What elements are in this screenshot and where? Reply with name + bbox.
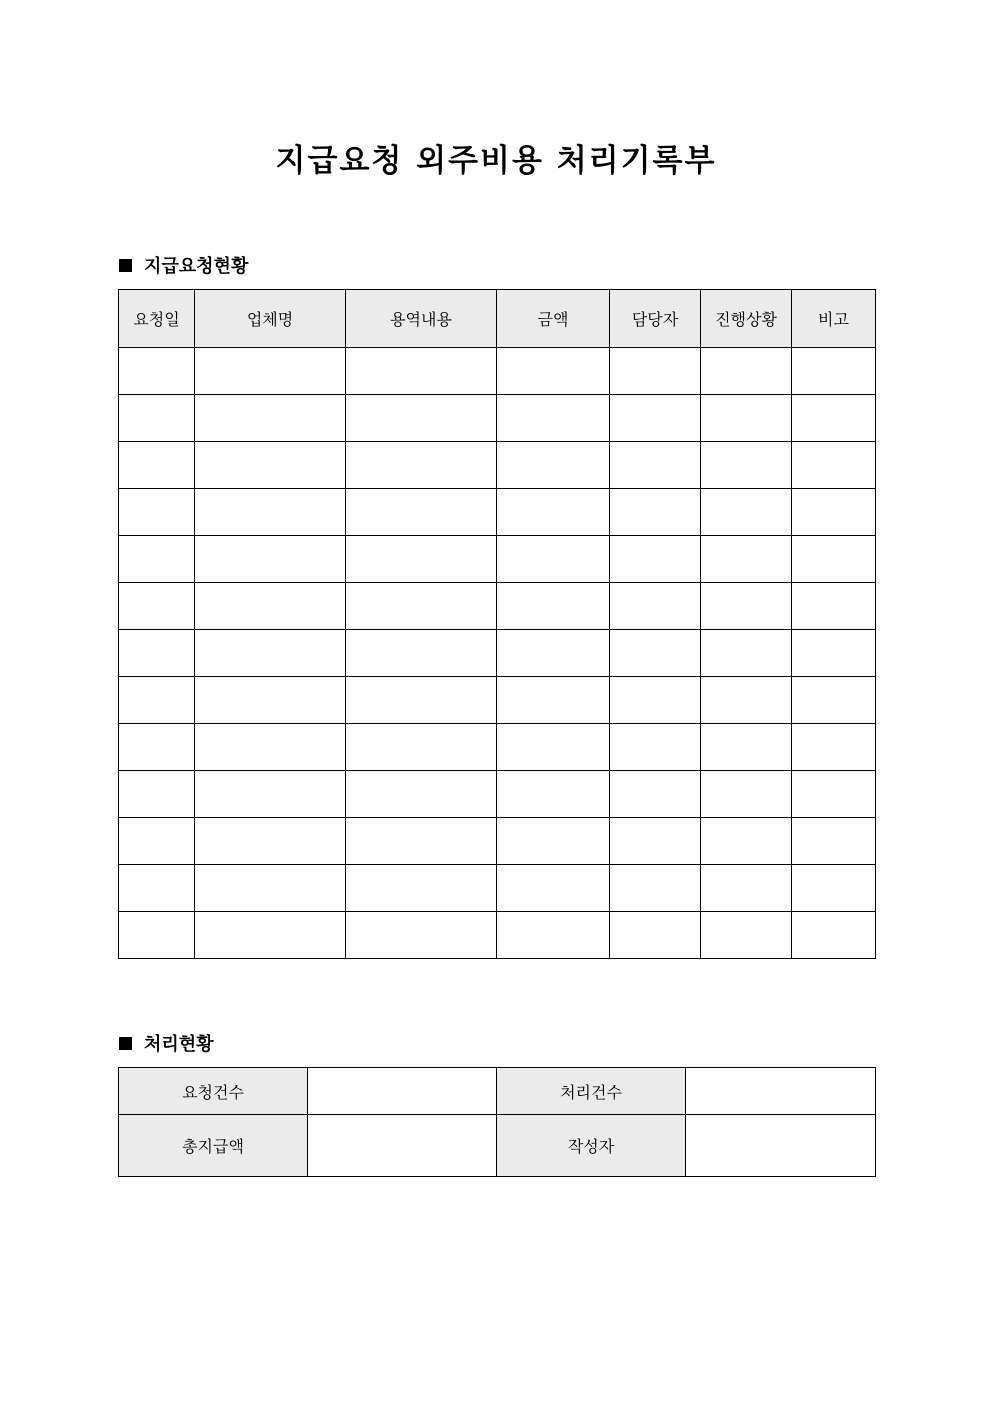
progress-status-cell[interactable] xyxy=(701,818,792,865)
progress-status-cell[interactable] xyxy=(701,583,792,630)
amount-cell[interactable] xyxy=(497,771,610,818)
request-date-cell[interactable] xyxy=(119,865,195,912)
request-date-cell[interactable] xyxy=(119,536,195,583)
progress-status-cell[interactable] xyxy=(701,348,792,395)
request-table-body xyxy=(119,348,876,959)
author-label: 작성자 xyxy=(497,1115,686,1177)
table-row xyxy=(119,912,876,959)
request-date-cell[interactable] xyxy=(119,818,195,865)
service-description-cell[interactable] xyxy=(346,583,497,630)
vendor-name-cell[interactable] xyxy=(195,630,346,677)
total-amount-value[interactable] xyxy=(308,1115,497,1177)
column-header-amount: 금액 xyxy=(497,290,610,348)
remarks-cell[interactable] xyxy=(792,536,876,583)
progress-status-cell[interactable] xyxy=(701,536,792,583)
amount-cell[interactable] xyxy=(497,536,610,583)
service-description-cell[interactable] xyxy=(346,818,497,865)
remarks-cell[interactable] xyxy=(792,818,876,865)
request-date-cell[interactable] xyxy=(119,442,195,489)
progress-status-cell[interactable] xyxy=(701,489,792,536)
vendor-name-cell[interactable] xyxy=(195,442,346,489)
remarks-cell[interactable] xyxy=(792,348,876,395)
person-in-charge-cell[interactable] xyxy=(610,395,701,442)
progress-status-cell[interactable] xyxy=(701,442,792,489)
service-description-cell[interactable] xyxy=(346,630,497,677)
person-in-charge-cell[interactable] xyxy=(610,865,701,912)
remarks-cell[interactable] xyxy=(792,442,876,489)
summary-row xyxy=(119,1115,876,1177)
request-date-cell[interactable] xyxy=(119,348,195,395)
table-header-row xyxy=(119,290,876,348)
amount-cell[interactable] xyxy=(497,630,610,677)
table-row xyxy=(119,771,876,818)
processed-count-value[interactable] xyxy=(686,1068,876,1115)
service-description-cell[interactable] xyxy=(346,348,497,395)
service-description-cell[interactable] xyxy=(346,865,497,912)
table-row xyxy=(119,583,876,630)
amount-cell[interactable] xyxy=(497,489,610,536)
processed-count-label: 처리건수 xyxy=(497,1068,686,1115)
processing-summary-table xyxy=(118,1067,876,1177)
request-date-cell[interactable] xyxy=(119,724,195,771)
amount-cell[interactable] xyxy=(497,583,610,630)
column-header-progress-status: 진행상황 xyxy=(701,290,792,348)
remarks-cell[interactable] xyxy=(792,912,876,959)
person-in-charge-cell[interactable] xyxy=(610,818,701,865)
request-count-label: 요청건수 xyxy=(119,1068,308,1115)
request-status-table xyxy=(118,289,876,959)
amount-cell[interactable] xyxy=(497,912,610,959)
amount-cell[interactable] xyxy=(497,818,610,865)
progress-status-cell[interactable] xyxy=(701,630,792,677)
person-in-charge-cell[interactable] xyxy=(610,348,701,395)
vendor-name-cell[interactable] xyxy=(195,348,346,395)
person-in-charge-cell[interactable] xyxy=(610,489,701,536)
section-heading-label: 처리현황 xyxy=(144,1034,214,1055)
service-description-cell[interactable] xyxy=(346,395,497,442)
column-header-remarks: 비고 xyxy=(792,290,876,348)
progress-status-cell[interactable] xyxy=(701,395,792,442)
vendor-name-cell[interactable] xyxy=(195,583,346,630)
table-row xyxy=(119,348,876,395)
section-heading-request-status xyxy=(119,252,248,278)
person-in-charge-cell[interactable] xyxy=(610,724,701,771)
request-date-cell[interactable] xyxy=(119,912,195,959)
amount-cell[interactable] xyxy=(497,348,610,395)
vendor-name-cell[interactable] xyxy=(195,818,346,865)
column-header-vendor-name: 업체명 xyxy=(195,290,346,348)
column-header-person-in-charge: 담당자 xyxy=(610,290,701,348)
progress-status-cell[interactable] xyxy=(701,771,792,818)
person-in-charge-cell[interactable] xyxy=(610,677,701,724)
service-description-cell[interactable] xyxy=(346,724,497,771)
total-amount-label: 총지급액 xyxy=(119,1115,308,1177)
page-title: 지급요청 외주비용 처리기록부 xyxy=(275,143,717,179)
service-description-cell[interactable] xyxy=(346,912,497,959)
request-count-value[interactable] xyxy=(308,1068,497,1115)
table-row xyxy=(119,489,876,536)
amount-cell[interactable] xyxy=(497,724,610,771)
person-in-charge-cell[interactable] xyxy=(610,583,701,630)
remarks-cell[interactable] xyxy=(792,677,876,724)
section-heading-processing-status xyxy=(119,1030,214,1056)
vendor-name-cell[interactable] xyxy=(195,912,346,959)
request-date-cell[interactable] xyxy=(119,583,195,630)
service-description-cell[interactable] xyxy=(346,489,497,536)
progress-status-cell[interactable] xyxy=(701,865,792,912)
service-description-cell[interactable] xyxy=(346,536,497,583)
person-in-charge-cell[interactable] xyxy=(610,771,701,818)
progress-status-cell[interactable] xyxy=(701,677,792,724)
author-value[interactable] xyxy=(686,1115,876,1177)
request-date-cell[interactable] xyxy=(119,771,195,818)
table-row xyxy=(119,395,876,442)
request-date-cell[interactable] xyxy=(119,395,195,442)
service-description-cell[interactable] xyxy=(346,677,497,724)
amount-cell[interactable] xyxy=(497,395,610,442)
service-description-cell[interactable] xyxy=(346,771,497,818)
vendor-name-cell[interactable] xyxy=(195,395,346,442)
vendor-name-cell[interactable] xyxy=(195,865,346,912)
progress-status-cell[interactable] xyxy=(701,912,792,959)
amount-cell[interactable] xyxy=(497,677,610,724)
amount-cell[interactable] xyxy=(497,442,610,489)
request-date-cell[interactable] xyxy=(119,677,195,724)
amount-cell[interactable] xyxy=(497,865,610,912)
section-heading-label: 지급요청현황 xyxy=(144,256,249,277)
person-in-charge-cell[interactable] xyxy=(610,630,701,677)
person-in-charge-cell[interactable] xyxy=(610,442,701,489)
request-date-cell[interactable] xyxy=(119,630,195,677)
vendor-name-cell[interactable] xyxy=(195,677,346,724)
table-row xyxy=(119,818,876,865)
request-date-cell[interactable] xyxy=(119,489,195,536)
square-bullet-icon xyxy=(119,259,132,272)
vendor-name-cell[interactable] xyxy=(195,771,346,818)
vendor-name-cell[interactable] xyxy=(195,489,346,536)
remarks-cell[interactable] xyxy=(792,724,876,771)
table-row xyxy=(119,677,876,724)
remarks-cell[interactable] xyxy=(792,489,876,536)
person-in-charge-cell[interactable] xyxy=(610,912,701,959)
square-bullet-icon xyxy=(119,1037,132,1050)
table-row xyxy=(119,442,876,489)
column-header-service-description: 용역내용 xyxy=(346,290,497,348)
vendor-name-cell[interactable] xyxy=(195,724,346,771)
service-description-cell[interactable] xyxy=(346,442,497,489)
remarks-cell[interactable] xyxy=(792,630,876,677)
remarks-cell[interactable] xyxy=(792,771,876,818)
table-row xyxy=(119,724,876,771)
summary-row xyxy=(119,1068,876,1115)
remarks-cell[interactable] xyxy=(792,583,876,630)
remarks-cell[interactable] xyxy=(792,395,876,442)
progress-status-cell[interactable] xyxy=(701,724,792,771)
person-in-charge-cell[interactable] xyxy=(610,536,701,583)
vendor-name-cell[interactable] xyxy=(195,536,346,583)
table-row xyxy=(119,536,876,583)
remarks-cell[interactable] xyxy=(792,865,876,912)
table-row xyxy=(119,630,876,677)
column-header-request-date: 요청일 xyxy=(119,290,195,348)
table-row xyxy=(119,865,876,912)
